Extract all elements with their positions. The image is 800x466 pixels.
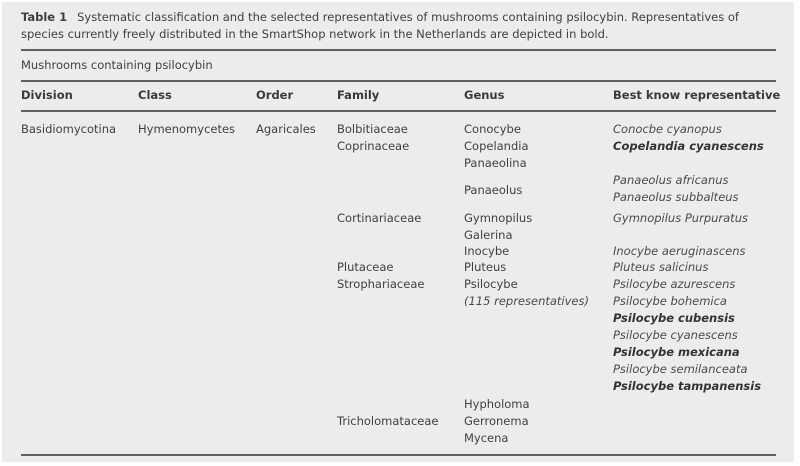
- column-header-class: Class: [138, 88, 172, 102]
- genus-cell: Conocybe: [464, 122, 521, 136]
- table-caption: [21, 9, 761, 43]
- representative-cell: Gymnopilus Purpuratus: [613, 211, 748, 225]
- representative-cell: Psilocybe cubensis: [613, 311, 735, 325]
- representative-cell: Psilocybe semilanceata: [613, 362, 748, 376]
- genus-cell: Panaeolina: [464, 156, 527, 170]
- genus-cell: Panaeolus: [464, 183, 523, 197]
- subheading-rule: [21, 80, 776, 82]
- table-subheading: Mushrooms containing psilocybin: [21, 58, 213, 72]
- column-header-genus: Genus: [464, 88, 505, 102]
- representative-cell: Conocbe cyanopus: [613, 122, 722, 136]
- genus-cell: Pluteus: [464, 260, 507, 274]
- column-header-representative: Best know representative: [613, 88, 781, 102]
- genus-cell: Gymnopilus: [464, 211, 533, 225]
- genus-cell: (115 representatives): [464, 294, 589, 308]
- representative-cell: Psilocybe cyanescens: [613, 328, 738, 342]
- caption-text: Systematic classification and the selected representatives of mushrooms containing psilocybin. Representatives of species currently freely distributed in the SmartShop network in the Netherlands are depicted in bold.: [21, 10, 739, 41]
- genus-cell: Inocybe: [464, 244, 510, 258]
- column-header-order: Order: [256, 88, 294, 102]
- genus-cell: Psilocybe: [464, 277, 518, 291]
- representative-cell: Psilocybe azurescens: [613, 277, 736, 291]
- family-cell: Coprinaceae: [337, 139, 410, 153]
- representative-cell: Panaeolus africanus: [613, 173, 729, 187]
- order-cell: Agaricales: [256, 122, 316, 136]
- top-rule: [21, 49, 776, 51]
- genus-cell: Galerina: [464, 228, 513, 242]
- header-rule: [21, 110, 776, 112]
- family-cell: Strophariaceae: [337, 277, 425, 291]
- representative-cell: Copelandia cyanescens: [613, 139, 764, 153]
- representative-cell: Inocybe aeruginascens: [613, 244, 746, 258]
- representative-cell: Pluteus salicinus: [613, 260, 709, 274]
- family-cell: Tricholomataceae: [337, 414, 439, 428]
- column-header-division: Division: [21, 88, 73, 102]
- representative-cell: Psilocybe tampanensis: [613, 379, 762, 393]
- genus-cell: Mycena: [464, 431, 509, 445]
- family-cell: Cortinariaceae: [337, 211, 422, 225]
- class-cell: Hymenomycetes: [138, 122, 236, 136]
- genus-cell: Gerronema: [464, 414, 529, 428]
- genus-cell: Copelandia: [464, 139, 529, 153]
- bottom-rule: [21, 454, 776, 456]
- genus-cell: Hypholoma: [464, 397, 530, 411]
- representative-cell: Psilocybe mexicana: [613, 345, 740, 359]
- representative-cell: Panaeolus subbalteus: [613, 190, 739, 204]
- representative-cell: Psilocybe bohemica: [613, 294, 727, 308]
- family-cell: Bolbitiaceae: [337, 122, 408, 136]
- family-cell: Plutaceae: [337, 260, 394, 274]
- division-cell: Basidiomycotina: [21, 122, 117, 136]
- column-header-family: Family: [337, 88, 380, 102]
- table-label: Table 1: [21, 10, 68, 24]
